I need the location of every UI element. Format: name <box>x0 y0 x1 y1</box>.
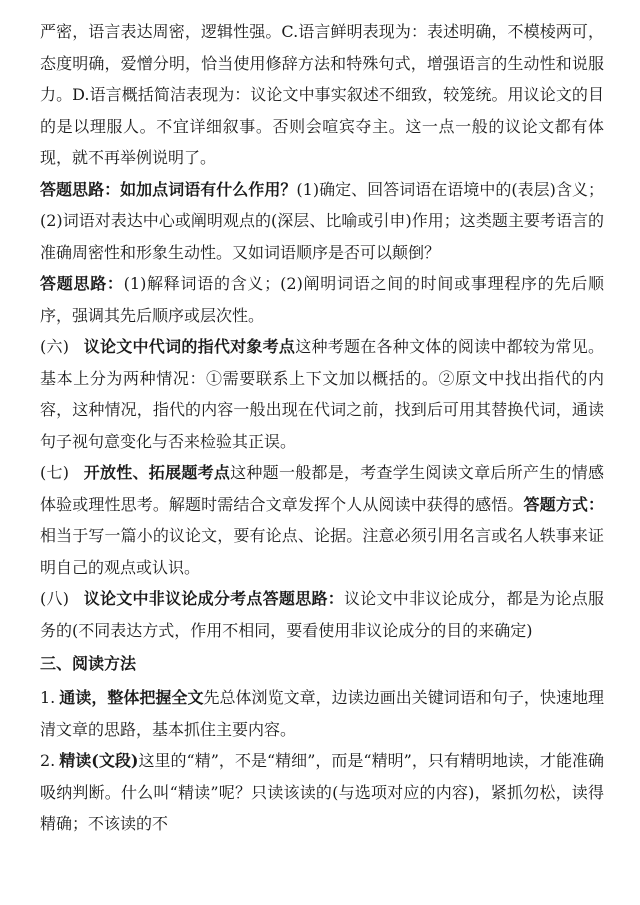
paragraph-text: 这种考题在各种文体的阅读中都较为常见。基本上分为两种情况：①需要联系上下文加以概括的。②原文中找出指代的内容，这种情况，指代的内容一般出现在代词之前，找到后可用其替换代词，通读句子视句意变化与否来检验其正误。 <box>40 337 604 451</box>
paragraph-text: (1)解释词语的含义；(2)阐明词语之间的时间或事理程序的先后顺序，强调其先后顺序或层次性。 <box>40 274 604 325</box>
bold-heading: 开放性、拓展题考点 <box>83 463 231 482</box>
paragraph-answer-approach-1 <box>40 174 604 269</box>
paragraph-text: 先总体浏览文章，边读边画出关键词语和句子，快速地理清文章的思路，基本抓住主要内容。 <box>40 688 604 739</box>
paragraph-text: 这种题一般都是，考查学生阅读文章后所产生的情感体验或理性思考。解题时需结合文章发挥个人从阅读中获得的感悟。 <box>40 463 604 514</box>
bold-label: 答题思路：如加点词语有什么作用？ <box>40 179 297 199</box>
bold-heading: 议论文中代词的指代对象考点 <box>83 337 296 356</box>
paragraph-section-8 <box>40 583 604 646</box>
paragraph-text: 这里的“精”，不是“精细”，而是“精明”，只有精明地读，才能准确吸纳判断。什么叫“精读”呢？只读该读的(与选项对应的内容)，紧抓勿松，读得精确；不该读的不 <box>40 751 604 833</box>
item-number: (八) <box>40 589 70 608</box>
paragraph-answer-approach-2 <box>40 268 604 331</box>
item-number: (六) <box>40 337 70 356</box>
bold-label: 答题思路： <box>40 274 124 293</box>
paragraph-text: (1)确定、回答词语在语境中的(表层)含义；(2)词语对表达中心或阐明观点的(深层、比喻或引申)作用；这类题主要考语言的准确周密性和形象生动性。又如词语顺序是否可以颠倒？ <box>40 179 604 262</box>
paragraph-text: 议论文中非议论成分，都是为论点服务的(不同表达方式，作用不相同，要看使用非议论成分的目的来确定) <box>40 589 604 640</box>
bold-heading: 精读(文段) <box>59 751 139 770</box>
paragraph-text: 相当于写一篇小的议论文，要有论点、论据。注意必须引用名言或名人轶事来证明自己的观点或认识。 <box>40 526 604 577</box>
item-number: (七) <box>40 463 70 482</box>
item-number: 2. <box>40 751 56 770</box>
bold-label: 答题方式： <box>523 494 604 514</box>
section-title: 三、阅读方法 <box>40 654 137 673</box>
paragraph-reading-method-1 <box>40 682 604 745</box>
item-number: 1. <box>40 688 56 707</box>
bold-heading: 通读，整体把握全文 <box>59 688 204 707</box>
paragraph-section-7 <box>40 457 604 583</box>
paragraph-language-features: 严密，语言表达周密，逻辑性强。C.语言鲜明表现为：表述明确，不模棱两可，态度明确，爱憎分明，恰当使用修辞方法和特殊句式，增强语言的生动性和说服力。D.语言概括简洁表现为：议论文中事实叙述不细致，较笼统。用议论文的目的是以理服人。不宜详细叙事。否则会喧宾夺主。这一点一般的议论文都有体现，就不再举例说明了。 <box>40 22 604 167</box>
bold-heading: 议论文中非议论成分考点答题思路： <box>83 589 344 608</box>
paragraph-reading-method-2 <box>40 745 604 840</box>
paragraph-section-6 <box>40 331 604 457</box>
